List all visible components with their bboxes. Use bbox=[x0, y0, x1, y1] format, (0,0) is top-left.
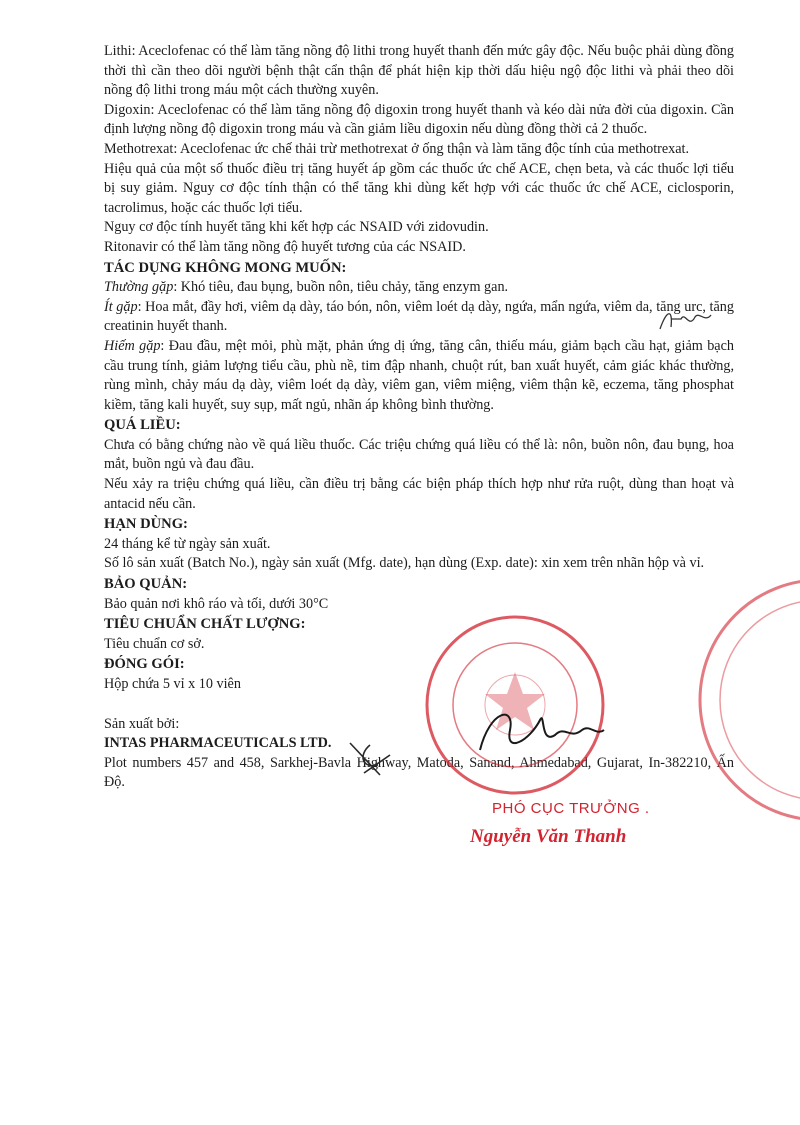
uncommon-text: : Hoa mắt, đầy hơi, viêm dạ dày, táo bón, nôn, viêm loét dạ dày, ngứa, mẩn ngứa, viêm da, tăng urc, tăng creatinin huyết thanh. bbox=[104, 298, 734, 335]
overdose-text-1: Chưa có bằng chứng nào về quá liều thuốc. Các triệu chứng quá liều có thể là: nôn, buồn nôn, đau bụng, hoa mắt, buồn ngủ và đau đầu. bbox=[104, 436, 734, 473]
stamp-signer: Nguyễn Văn Thanh bbox=[470, 826, 627, 847]
interaction-ritonavir: Ritonavir có thể làm tăng nồng độ huyết tương của các NSAID. bbox=[104, 238, 466, 255]
storage-text: Bảo quản nơi khô ráo và tối, dưới 30°C bbox=[104, 595, 329, 612]
stamp-title: PHÓ CỤC TRƯỞNG . bbox=[492, 800, 650, 817]
interaction-zidovudin: Nguy cơ độc tính huyết tăng khi kết hợp các NSAID với zidovudin. bbox=[104, 219, 489, 236]
interaction-antihypertensive: Hiệu quả của một số thuốc điều trị tăng huyết áp gồm các thuốc ức chế ACE, chẹn beta, và các thuốc lợi tiểu bị suy giảm. Nguy cơ độc tính thận có thể tăng khi dùng kết hợp với các thuốc ức chế ACE, ciclosporin, tacrolimus, hoặc các thuốc lợi tiểu. bbox=[104, 160, 734, 216]
manufacturer-address: Plot numbers 457 and 458, Sarkhej-Bavla Highway, Matoda, Sanand, Ahmedabad, Gujarat, In-382210, Ấn Độ. bbox=[104, 754, 734, 791]
side-effects-heading: TÁC DỤNG KHÔNG MONG MUỐN: bbox=[104, 259, 347, 276]
side-effects-rare bbox=[104, 337, 734, 415]
uncommon-label: Ít gặp bbox=[104, 298, 138, 315]
storage-heading: BẢO QUẢN: bbox=[104, 576, 188, 593]
shelf-life-text-2: Số lô sản xuất (Batch No.), ngày sản xuất (Mfg. date), hạn dùng (Exp. date): xin xem trên nhãn hộp và vỉ. bbox=[104, 555, 705, 572]
rare-label: Hiếm gặp bbox=[104, 337, 161, 354]
interaction-lithi: Lithi: Aceclofenac có thể làm tăng nồng độ lithi trong huyết thanh đến mức gây độc. Nếu buộc phải dùng đồng thời thì cần theo dõi người bệnh thật cẩn thận để phát hiện kịp thời dấu hiệu ngộ độc lithi và phải theo dõi nồng độ lithi trong máu một cách thường xuyên. bbox=[104, 43, 734, 99]
interaction-digoxin: Digoxin: Aceclofenac có thể làm tăng nồng độ digoxin trong huyết thanh và kéo dài nửa đời của digoxin. Cần định lượng nồng độ digoxin trong máu và cần giảm liều digoxin nếu dùng đồng thời cả 2 thuốc. bbox=[104, 101, 734, 138]
packaging-heading: ĐÓNG GÓI: bbox=[104, 656, 185, 673]
spacer bbox=[104, 695, 734, 715]
shelf-life-heading: HẠN DÙNG: bbox=[104, 516, 188, 533]
quality-heading: TIÊU CHUẨN CHẤT LƯỢNG: bbox=[104, 616, 306, 633]
overdose-heading: QUÁ LIỀU: bbox=[104, 417, 181, 434]
common-text: : Khó tiêu, đau bụng, buồn nôn, tiêu chảy, tăng enzym gan. bbox=[173, 279, 509, 296]
interaction-methotrexat: Methotrexat: Aceclofenac ức chế thải trừ methotrexat ở ống thận và làm tăng độc tính của methotrexat. bbox=[104, 140, 690, 157]
shelf-life-text-1: 24 tháng kể từ ngày sản xuất. bbox=[104, 535, 271, 552]
overdose-text-2: Nếu xảy ra triệu chứng quá liều, cần điều trị bằng các biện pháp thích hợp như rửa ruột, dùng than hoạt và antacid nếu cần. bbox=[104, 476, 734, 512]
manufacturer-name: INTAS PHARMACEUTICALS LTD. bbox=[104, 735, 332, 752]
packaging-text: Hộp chứa 5 vỉ x 10 viên bbox=[104, 676, 241, 692]
manufacturer-label: Sản xuất bởi: bbox=[104, 715, 180, 732]
document-body bbox=[104, 42, 734, 793]
quality-text: Tiêu chuẩn cơ sở. bbox=[104, 635, 205, 652]
rare-text: : Đau đầu, mệt mỏi, phù mặt, phản ứng dị ứng, tăng cân, thiếu máu, giảm bạch cầu hạt, giảm bạch cầu trung tính, giảm lượng tiểu cầu, phù nề, tim đập nhanh, chuột rút, ban xuất huyết, cảm giác khác thường, rùng mình, chảy máu dạ dày, viêm loét dạ dày, viêm gan, viêm miệng, viêm thận kẽ, eczema, tăng phosphat kiềm, tăng kali huyết, suy sụp, mất ngủ, nhãn áp không bình thường. bbox=[104, 337, 734, 413]
common-label: Thường gặp bbox=[104, 279, 174, 296]
side-effects-uncommon bbox=[104, 298, 734, 337]
side-effects-common bbox=[104, 278, 734, 298]
